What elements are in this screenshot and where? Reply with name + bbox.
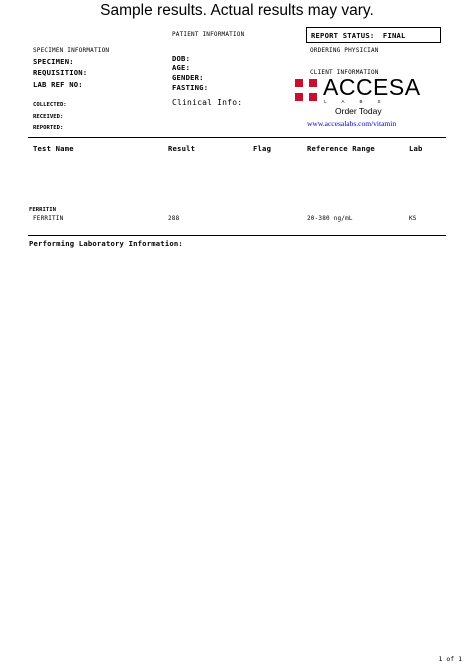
row-result: 288 (168, 215, 180, 222)
column-header-result: Result (168, 144, 196, 153)
results-divider (28, 235, 446, 236)
column-header-lab: Lab (409, 144, 423, 153)
logo-square-icon (309, 93, 317, 101)
report-status (311, 31, 406, 40)
row-lab: KS (409, 215, 417, 222)
fasting-label: FASTING: (172, 83, 209, 92)
age-label: AGE: (172, 63, 191, 72)
dob-label: DOB: (172, 54, 191, 63)
received-label: RECEIVED: (33, 114, 64, 120)
specimen-information-heading: SPECIMEN INFORMATION (33, 47, 110, 54)
sample-disclaimer-banner: Sample results. Actual results may vary. (100, 2, 374, 19)
patient-information-heading: PATIENT INFORMATION (172, 31, 245, 38)
column-header-reference-range: Reference Range (307, 144, 375, 153)
test-group-name: FERRITIN (29, 207, 56, 213)
order-url-link[interactable]: www.accesalabs.com/vitamin (307, 119, 397, 128)
report-status-label: REPORT STATUS: (311, 31, 375, 40)
header-divider (28, 137, 446, 138)
clinical-info-label: Clinical Info: (172, 98, 243, 107)
gender-label: GENDER: (172, 73, 204, 82)
page-number: 1 of 1 (438, 655, 462, 663)
specimen-label: SPECIMEN: (33, 57, 74, 66)
lab-ref-no-label: LAB REF NO: (33, 80, 83, 89)
ordering-physician-heading: ORDERING PHYSICIAN (310, 47, 379, 54)
client-information-heading: CLIENT INFORMATION (310, 69, 379, 76)
row-test-name: FERRITIN (33, 215, 64, 222)
performing-lab-heading: Performing Laboratory Information: (29, 239, 183, 248)
logo-square-icon (295, 93, 303, 101)
column-header-test-name: Test Name (33, 144, 74, 153)
logo-subtext: LABS (324, 99, 396, 104)
requisition-label: REQUISITION: (33, 68, 88, 77)
logo-square-icon (309, 79, 317, 87)
logo-wordmark: ACCESA (323, 74, 421, 100)
column-header-flag: Flag (253, 144, 272, 153)
row-reference-range: 20-380 ng/mL (307, 215, 353, 222)
reported-label: REPORTED: (33, 125, 64, 131)
report-status-value: FINAL (382, 31, 406, 40)
logo-square-icon (295, 79, 303, 87)
collected-label: COLLECTED: (33, 102, 67, 108)
order-today-text: Order Today (335, 106, 382, 116)
